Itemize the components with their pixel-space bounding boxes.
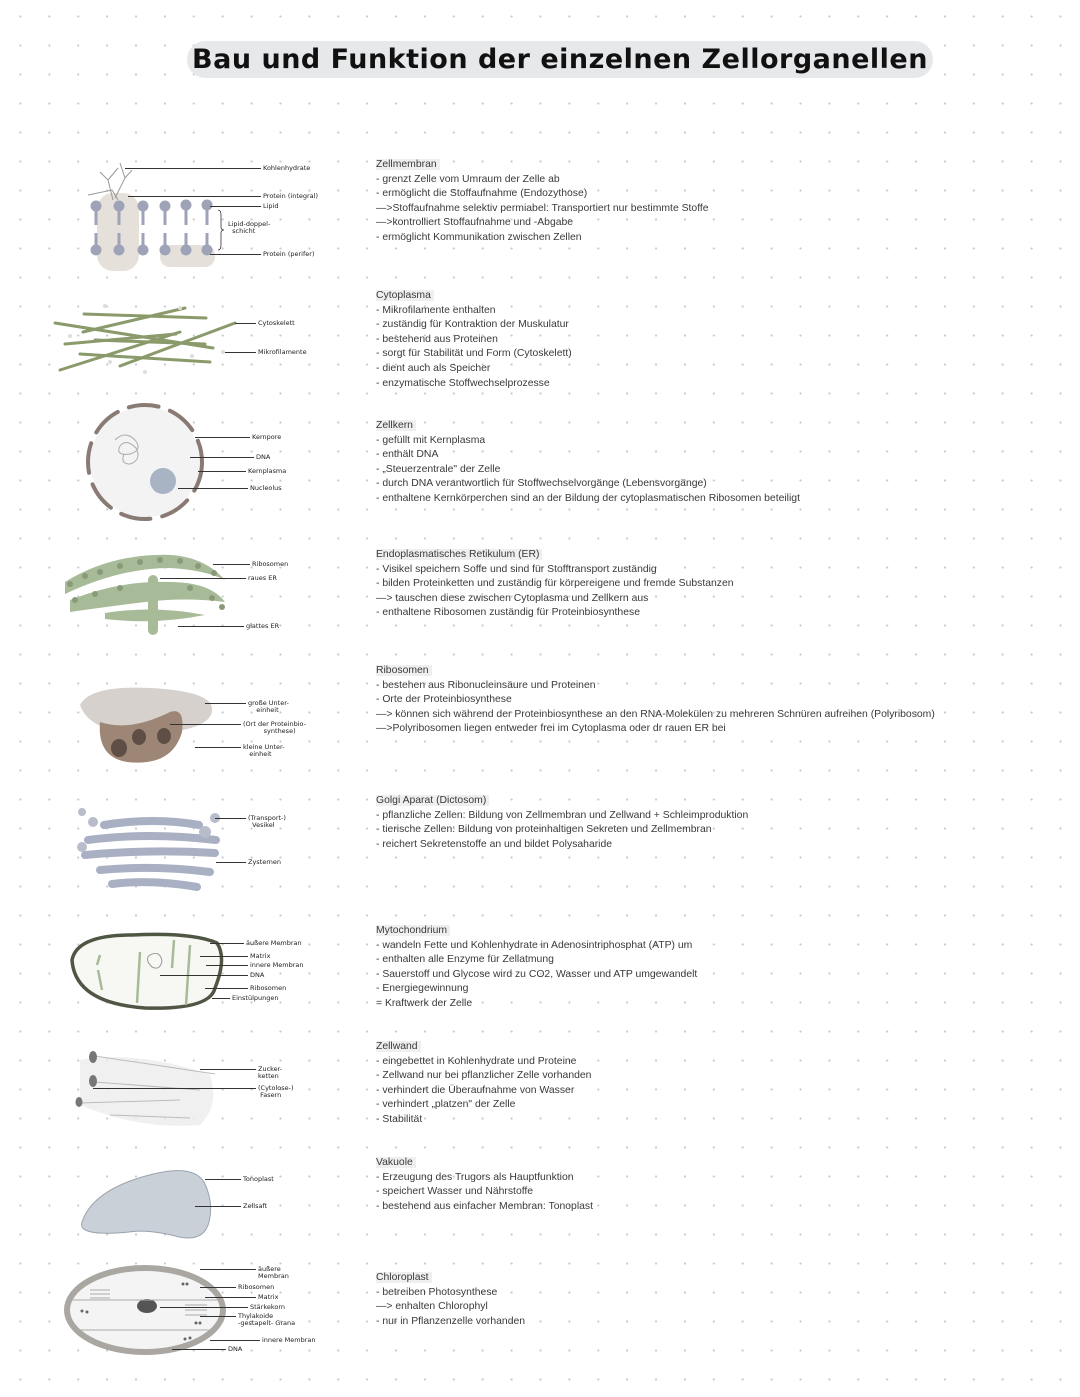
diagram-label: innere Membran	[250, 961, 304, 969]
diagram-label: Lipid-doppel- schicht	[228, 220, 271, 235]
leader-line	[200, 1069, 256, 1070]
section-heading: Ribosomen	[376, 665, 432, 676]
section-zellmembran	[376, 158, 709, 246]
bullet-line: - zuständig für Kontraktion der Muskulatur	[376, 319, 569, 331]
leader-line	[205, 703, 246, 704]
section-heading: Vakuole	[376, 1157, 416, 1168]
leader-line	[210, 254, 261, 255]
diagram-label: Kernpore	[252, 433, 282, 441]
diagram-label: Tonoplast	[243, 1175, 274, 1183]
bullet-line: - „Steuerzentrale" der Zelle	[376, 463, 501, 475]
diagram-label: kleine Unter- einheit	[243, 743, 285, 758]
leader-line	[200, 1316, 236, 1317]
leader-line	[160, 975, 248, 976]
diagram-label: DNA	[256, 453, 271, 461]
diagram-label: (Ort der Proteinbio- synthese)	[243, 720, 306, 735]
leader-line	[160, 1307, 248, 1308]
leader-line	[160, 578, 246, 579]
vacuole-diagram	[82, 1171, 211, 1238]
bullet-line: - Visikel speichern Soffe und sind für Stofftransport zuständig	[376, 563, 657, 575]
diagram-label: Zellsaft	[243, 1202, 268, 1210]
diagram-label: Matrix	[258, 1293, 279, 1301]
ribosome-diagram	[80, 688, 212, 763]
section-chloroplast	[376, 1271, 525, 1329]
bullet-line: - verhindert die Überaufnahme von Wasser	[376, 1084, 575, 1096]
bullet-line: - betreiben Photosynthese	[376, 1286, 498, 1298]
leader-line	[216, 862, 246, 863]
bullet-line: - Zellwand nur bei pflanzlicher Zelle vorhanden	[376, 1070, 592, 1082]
diagram-label: Kernplasma	[248, 467, 287, 475]
er-diagram	[65, 555, 225, 635]
section-cytoplasma	[376, 289, 572, 391]
section-heading: Cytoplasma	[376, 290, 434, 301]
bullet-line: - gefüllt mit Kernplasma	[376, 434, 486, 446]
leader-line	[195, 1206, 241, 1207]
bullet-line: - Orte der Proteinbiosynthese	[376, 694, 512, 706]
leader-line	[225, 352, 256, 353]
diagram-label: Ribosomen	[238, 1283, 275, 1291]
bullet-line: - eingebettet in Kohlenhydrate und Proteine	[376, 1055, 577, 1067]
bullet-line: - ermöglicht die Stoffaufnahme (Endozythose)	[376, 188, 588, 200]
leader-line	[178, 488, 248, 489]
leader-line	[198, 471, 246, 472]
diagram-label: Kohlenhydrate	[263, 164, 311, 172]
leader-line	[205, 1179, 241, 1180]
diagram-label: Protein (perifer)	[263, 250, 315, 258]
bullet-line: - tierische Zellen: Bildung von proteinhaltigen Sekreten und Zellmembran	[376, 824, 712, 836]
diagram-label: Stärkekorn	[250, 1303, 286, 1311]
leader-line	[210, 1340, 260, 1341]
bullet-line: - enzymatische Stoffwechselprozesse	[376, 377, 550, 389]
bullet-line: - pflanzliche Zellen: Bildung von Zellmembran und Zellwand + Schleimproduktion	[376, 809, 749, 821]
diagram-label: Mikrofilamente	[258, 348, 307, 356]
bullet-line: - sorgt für Stabilität und Form (Cytoskelett)	[376, 348, 572, 360]
bullet-line: - Erzeugung des Trugors als Hauptfunktion	[376, 1171, 574, 1183]
section-heading: Mytochondrium	[376, 925, 450, 936]
bullet-line: - bestehend aus einfacher Membran: Tonoplast	[376, 1200, 593, 1212]
diagram-label: raues ER	[248, 574, 277, 582]
diagram-label: Lipid	[263, 202, 279, 210]
diagram-label: äußere Membran	[246, 939, 302, 947]
bullet-line: - durch DNA verantwortlich für Stoffwechselvorgänge (Lebensvorgänge)	[376, 478, 707, 490]
leader-line	[93, 1088, 256, 1089]
mitochondrion-diagram	[72, 934, 222, 1008]
diagram-label: (Cytolose-) Fasern	[258, 1084, 294, 1099]
section-vakuole	[376, 1156, 593, 1214]
bullet-line: - enthaltene Kernkörperchen sind an der Bildung der cytoplasmatischen Ribosomen beteiligt	[376, 492, 800, 504]
cytoskeleton-diagram	[55, 308, 235, 370]
section-zellkern	[376, 419, 800, 507]
chloroplast-diagram	[67, 1268, 223, 1352]
section-ribosomen	[376, 664, 935, 737]
diagram-label: Ribosomen	[250, 984, 287, 992]
bullet-line: —> enhalten Chlorophyl	[376, 1301, 488, 1313]
diagram-label: große Unter- einheit	[248, 699, 289, 714]
diagram-label: (Transport-) Vesikel	[248, 814, 286, 829]
bullet-line: - dient auch als Speicher	[376, 362, 491, 374]
section-mytochondrium	[376, 924, 697, 1012]
leader-line	[200, 1287, 236, 1288]
leader-line	[195, 437, 250, 438]
diagram-label: Thylakoide -gestapelt- Grana	[238, 1312, 296, 1327]
bullet-line: - speichert Wasser und Nährstoffe	[376, 1186, 534, 1198]
leader-line	[210, 206, 261, 207]
bullet-line: - bestehen aus Ribonucleinsäure und Proteinen	[376, 679, 596, 691]
section-heading: Golgi Aparat (Dictosom)	[376, 795, 489, 806]
leader-line	[213, 564, 250, 565]
diagram-label: Cytoskelett	[258, 319, 295, 327]
diagram-label: Zucker- ketten	[258, 1065, 283, 1080]
leader-line	[200, 1269, 256, 1270]
section-heading: Zellmembran	[376, 159, 440, 170]
section-heading: Endoplasmatisches Retikulum (ER)	[376, 549, 542, 560]
bullet-line: —>Stoffaufnahme selektiv permiabel: Transportiert nur bestimmte Stoffe	[376, 202, 709, 214]
bullet-line: —> tauschen diese zwischen Cytoplasma und Zellkern aus	[376, 592, 649, 604]
bullet-line: - Energiegewinnung	[376, 983, 469, 995]
diagram-label: DNA	[250, 971, 265, 979]
bullet-line: - wandeln Fette und Kohlenhydrate in Adenosintriphosphat (ATP) um	[376, 939, 693, 951]
leader-line	[205, 988, 248, 989]
leader-line	[195, 747, 241, 748]
bullet-line: —> können sich während der Proteinbiosynthese an den RNA-Molekülen zu mehreren Schnüren aufreihen (Polyribosom)	[376, 708, 935, 720]
diagram-label: Ribosomen	[252, 560, 289, 568]
diagram-label: Matrix	[250, 952, 271, 960]
diagram-label: Einstülpungen	[232, 994, 279, 1002]
bullet-line: - enthaltene Ribosomen zuständig für Proteinbiosynthese	[376, 607, 640, 619]
cell-membrane-diagram	[88, 163, 224, 271]
page-title: Bau und Funktion der einzelnen Zellorganellen	[192, 44, 928, 75]
leader-line	[235, 323, 256, 324]
bullet-line: - enthalten alle Enzyme für Zellatmung	[376, 954, 554, 966]
diagram-label: innere Membran	[262, 1336, 316, 1344]
bullet-line: - enthält DNA	[376, 449, 439, 461]
bullet-line: - Mikrofilamente enthalten	[376, 304, 496, 316]
golgi-diagram	[85, 821, 216, 887]
diagram-label: äußere Membran	[258, 1265, 289, 1280]
leader-line	[206, 965, 248, 966]
leader-line	[172, 1349, 226, 1350]
bullet-line: - bilden Proteinketten und zuständig für körpereigene und fremde Substanzen	[376, 578, 734, 590]
leader-line	[125, 168, 261, 169]
section-heading: Zellwand	[376, 1041, 421, 1052]
bullet-line: - verhindert „platzen" der Zelle	[376, 1099, 516, 1111]
diagram-label: DNA	[228, 1345, 243, 1353]
leader-line	[210, 943, 244, 944]
section-heading: Chloroplast	[376, 1272, 432, 1283]
nucleus-diagram	[88, 405, 202, 519]
bullet-line: - ermöglicht Kommunikation zwischen Zellen	[376, 231, 582, 243]
bullet-line: —>Polyribosomen liegen entweder frei im Cytoplasma oder dr rauen ER bei	[376, 723, 726, 735]
section-golgi-aparat-dictosom	[376, 794, 748, 852]
leader-line	[200, 956, 248, 957]
bullet-line: - reichert Sekretenstoffe an und bildet Polysaharide	[376, 838, 613, 850]
leader-line	[178, 626, 244, 627]
diagram-label: Zysternen	[248, 858, 282, 866]
diagram-label: Protein (integral)	[263, 192, 318, 200]
section-endoplasmatisches-retikulum-er	[376, 548, 734, 621]
bullet-line: = Kraftwerk der Zelle	[376, 997, 473, 1009]
bullet-line: - grenzt Zelle vom Umraum der Zelle ab	[376, 173, 560, 185]
bullet-line: - bestehend aus Proteinen	[376, 333, 498, 345]
bullet-line: - nur in Pflanzenzelle vorhanden	[376, 1315, 526, 1327]
diagram-label: glattes ER	[246, 622, 280, 630]
leader-line	[170, 724, 241, 725]
section-zellwand	[376, 1040, 591, 1128]
leader-line	[215, 818, 246, 819]
bullet-line: - Stabilität	[376, 1113, 423, 1125]
bullet-line: —>kontrolliert Stoffaufnahme und -Abgabe	[376, 217, 574, 229]
leader-line	[190, 457, 254, 458]
section-heading: Zellkern	[376, 420, 416, 431]
leader-line	[212, 998, 230, 999]
diagram-label: Nucleolus	[250, 484, 282, 492]
bullet-line: - Sauerstoff und Glycose wird zu CO2, Wasser und ATP umgewandelt	[376, 968, 698, 980]
leader-line	[205, 1297, 256, 1298]
leader-line	[128, 196, 261, 197]
